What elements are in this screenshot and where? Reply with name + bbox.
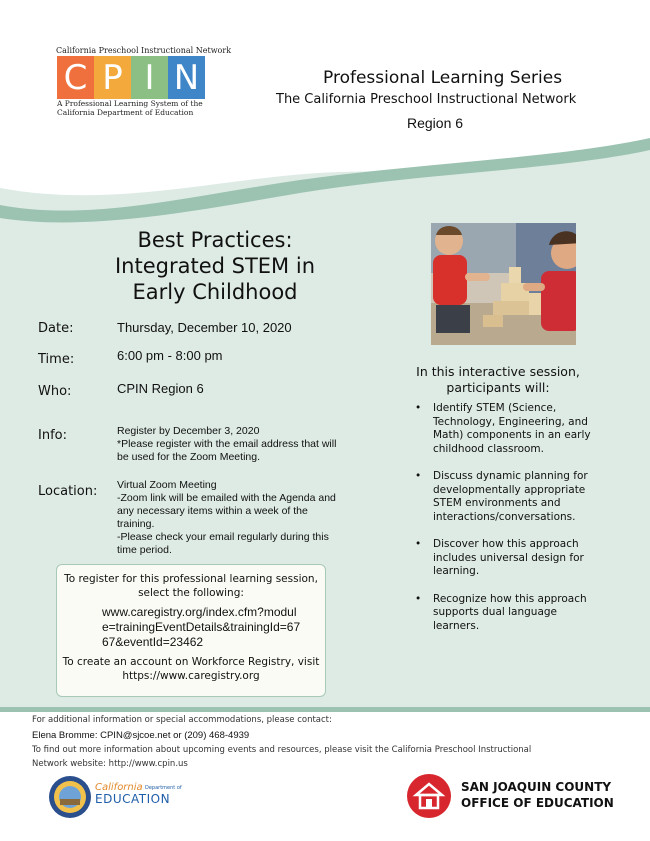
info-label: Info:: [38, 428, 67, 443]
session-heading-line1: In this interactive session,: [416, 364, 580, 379]
series-title: Professional Learning Series: [323, 68, 563, 88]
info-text: [117, 425, 347, 464]
list-item: [412, 470, 600, 524]
footer-divider: [0, 707, 650, 712]
registration-url-link[interactable]: www.caregistry.org/index.cfm?module=trainingEventDetails&trainingId=6767&eventId=23462: [102, 605, 301, 649]
logo-tile-i: I: [131, 56, 168, 99]
cde-california-word: California: [95, 782, 143, 793]
registration-intro-line1: To register for this professional learning session,: [64, 573, 318, 585]
who-label: Who:: [38, 384, 72, 399]
logo-subtitle: [57, 99, 203, 117]
event-title-line2: Integrated STEM in: [114, 254, 315, 278]
date-label: Date:: [38, 321, 74, 336]
list-item: [412, 402, 600, 456]
logo-tile-p: P: [94, 56, 131, 99]
bullet-icon: •: [415, 402, 422, 414]
location-label: Location:: [38, 484, 98, 499]
logo-subtitle-line2: California Department of Education: [57, 108, 194, 117]
registry-account-info: [56, 655, 326, 683]
location-line3: -Please check your email regularly during this time period.: [117, 531, 329, 556]
location-line1: Virtual Zoom Meeting: [117, 479, 217, 491]
bullet-icon: •: [415, 470, 422, 482]
outcome-text: Discover how this approach includes universal design for learning.: [433, 538, 584, 577]
outcome-text: Recognize how this approach supports dual language learners.: [433, 592, 587, 632]
info-line2: *Please register with the email address that will be used for the Zoom Meeting.: [117, 438, 337, 463]
info-line1: Register by December 3, 2020: [117, 425, 260, 437]
time-value: 6:00 pm - 8:00 pm: [117, 348, 223, 363]
event-title-line1: Best Practices:: [137, 228, 293, 252]
logo-tile-n: N: [168, 56, 205, 99]
cde-department-word: Department of: [145, 785, 182, 791]
who-value: CPIN Region 6: [117, 381, 204, 396]
date-value: Thursday, December 10, 2020: [117, 320, 292, 335]
contact-info: Elena Bromme: CPIN@sjcoe.net or (209) 468-4939: [32, 730, 250, 741]
state-seal-icon: [48, 775, 92, 819]
list-item: [412, 593, 600, 634]
session-heading-line2: participants will:: [446, 380, 550, 395]
region-title: Region 6: [407, 115, 464, 131]
schoolhouse-icon: [406, 773, 452, 819]
location-line2: -Zoom link will be emailed with the Agenda and any necessary items within a week of the training.: [117, 492, 336, 530]
session-outcomes-list: [412, 402, 600, 647]
bullet-icon: •: [415, 592, 422, 605]
registry-account-link[interactable]: https://www.caregistry.org: [122, 670, 260, 682]
registry-account-line1: To create an account on Workforce Registry, visit: [62, 656, 320, 668]
location-text: [117, 479, 347, 557]
registration-intro-line2: select the following:: [138, 587, 244, 599]
outcome-text: Identify STEM (Science, Technology, Engineering, and Math) components in an early childhood classroom.: [433, 402, 591, 455]
event-title-line3: Early Childhood: [132, 280, 298, 304]
bullet-icon: •: [415, 538, 422, 550]
event-title: [95, 227, 335, 305]
logo-subtitle-line1: A Professional Learning System of the: [57, 99, 203, 108]
sjcoe-line1: SAN JOAQUIN COUNTY: [461, 780, 612, 794]
list-item: [412, 538, 600, 579]
outcome-text: Discuss dynamic planning for developmentally appropriate STEM environments and interactions/conversations.: [433, 470, 588, 523]
cde-education-word: EDUCATION: [95, 792, 171, 806]
sjcoe-line2: OFFICE OF EDUCATION: [461, 796, 614, 810]
logo-tile-c: C: [57, 56, 94, 99]
network-title: The California Preschool Instructional Network: [276, 92, 577, 107]
logo-network-line: California Preschool Instructional Network: [56, 46, 232, 55]
session-heading: [384, 364, 612, 396]
cpin-logo: [57, 56, 205, 99]
registration-intro: [56, 572, 326, 600]
children-building-blocks-photo: [431, 223, 576, 345]
more-info-line1: To find out more information about upcoming events and resources, please visit the California Preschool Instructional: [32, 745, 532, 755]
sjcoe-logo-text: [461, 779, 614, 811]
more-info-line2: Network website: http://www.cpin.us: [32, 759, 188, 769]
contact-intro: For additional information or special accommodations, please contact:: [32, 715, 332, 725]
time-label: Time:: [38, 352, 75, 367]
